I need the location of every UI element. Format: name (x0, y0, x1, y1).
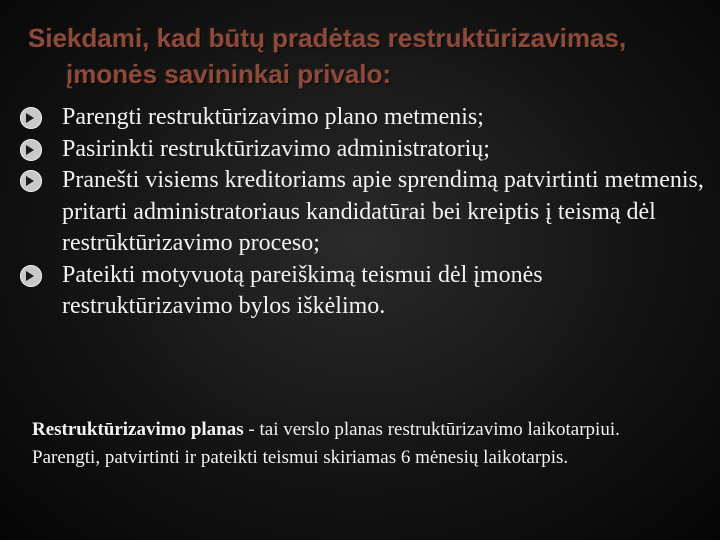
bullet-list (20, 102, 710, 323)
bullet-text: Parengti restruktūrizavimo plano metmenis; (62, 104, 484, 130)
bullet-text: Pasirinkti restruktūrizavimo administratorių; (62, 135, 490, 162)
definition-note (32, 416, 692, 472)
slide-title-line2: įmonės savininkai privalo: (66, 59, 392, 89)
slide-title-line1: Siekdami, kad būtų pradėtas restruktūrizavimas, (28, 23, 627, 53)
right-arrow-circle-icon (20, 107, 42, 129)
definition-term: Restruktūrizavimo planas (32, 419, 244, 440)
bullet-item (20, 102, 710, 134)
right-arrow-circle-icon (20, 265, 42, 287)
definition-text: - tai verslo planas restruktūrizavimo laikotarpiui. Parengti, patvirtinti ir pateikti teismui skiriamas 6 mėnesių laikotarpis. (32, 419, 620, 468)
bullet-item (20, 134, 710, 166)
right-arrow-circle-icon (20, 139, 42, 161)
bullet-text: Pateikti motyvuotą pareiškimą teismui dėl įmonės restruktūrizavimo bylos iškėlimo. (62, 261, 543, 319)
bullet-item (20, 165, 710, 260)
slide-title (28, 20, 708, 92)
bullet-item (20, 260, 710, 323)
bullet-text: Pranešti visiems kreditoriams apie sprendimą patvirtinti metmenis, pritarti administratoriaus kandidatūrai bei kreiptis į teismą dėl restrūktūrizavimo proceso; (62, 167, 704, 256)
right-arrow-circle-icon (20, 170, 42, 192)
